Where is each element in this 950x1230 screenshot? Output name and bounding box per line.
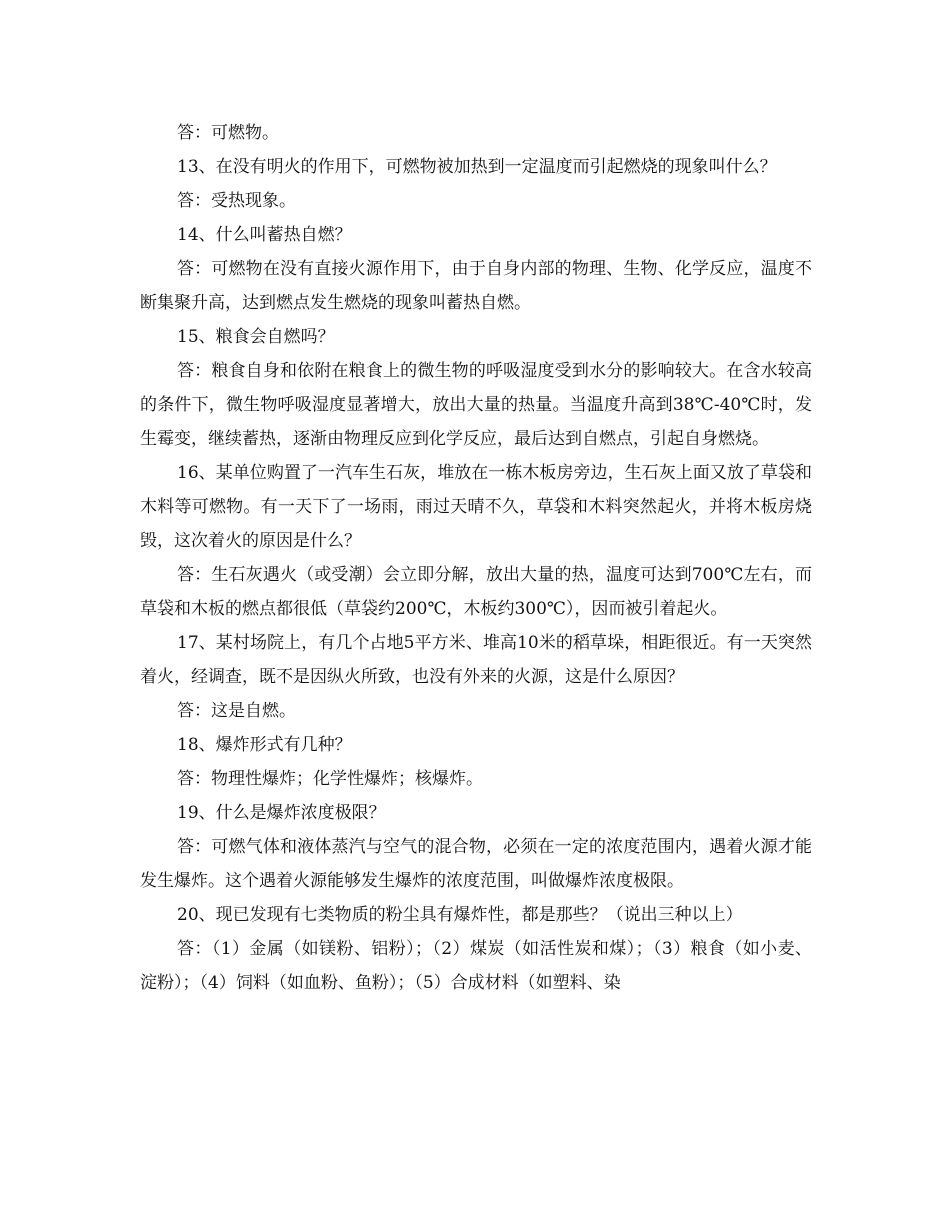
answer-20: 答：（1）金属（如镁粉、铝粉）；（2）煤炭（如活性炭和煤）；（3）粮食（如小麦、淀粉）；（4）饲料（如血粉、鱼粉）；（5）合成材料（如塑料、染: [140, 939, 812, 993]
answer-19: 答：可燃气体和液体蒸汽与空气的混合物，必须在一定的浓度范围内，遇着火源才能发生爆炸。这个遇着火源能够发生爆炸的浓度范围，叫做爆炸浓度极限。: [140, 837, 812, 891]
question-20: 20、现已发现有七类物质的粉尘具有爆炸性，都是那些？（说出三种以上）: [177, 905, 743, 925]
question-15: 15、粮食会自燃吗？: [177, 327, 335, 347]
question-18: 18、爆炸形式有几种？: [177, 735, 352, 755]
question-16: 16、某单位购置了一汽车生石灰，堆放在一栋木板房旁边，生石灰上面又放了草袋和木料等可燃物。有一天下了一场雨，雨过天晴不久，草袋和木料突然起火，并将木板房烧毁，这次着火的原因是什么？: [140, 463, 812, 551]
document-body: [140, 116, 812, 1000]
answer-13: 答：受热现象。: [177, 191, 296, 211]
question-19: 19、什么是爆炸浓度极限？: [177, 803, 386, 823]
answer-14: 答：可燃物在没有直接火源作用下，由于自身内部的物理、生物、化学反应，温度不断集聚升高，达到燃点发生燃烧的现象叫蓄热自燃。: [140, 259, 812, 313]
answer-17: 答：这是自燃。: [177, 701, 296, 721]
question-17: 17、某村场院上，有几个占地5平方米、堆高10米的稻草垛，相距很近。有一天突然着火，经调查，既不是因纵火所致，也没有外来的火源，这是什么原因？: [140, 633, 812, 687]
question-14: 14、什么叫蓄热自燃？: [177, 225, 352, 245]
question-13: 13、在没有明火的作用下，可燃物被加热到一定温度而引起燃烧的现象叫什么？: [177, 157, 777, 177]
answer-12: 答：可燃物。: [177, 123, 279, 143]
answer-15: 答：粮食自身和依附在粮食上的微生物的呼吸湿度受到水分的影响较大。在含水较高的条件下，微生物呼吸湿度显著增大，放出大量的热量。当温度升高到38℃-40℃时，发生霉变，继续蓄热，逐渐由物理反应到化学反应，最后达到自燃点，引起自身燃烧。: [140, 361, 812, 449]
answer-16: 答：生石灰遇火（或受潮）会立即分解，放出大量的热，温度可达到700℃左右，而草袋和木板的燃点都很低（草袋约200℃，木板约300℃），因而被引着起火。: [140, 565, 812, 619]
answer-18: 答：物理性爆炸；化学性爆炸；核爆炸。: [177, 769, 483, 789]
